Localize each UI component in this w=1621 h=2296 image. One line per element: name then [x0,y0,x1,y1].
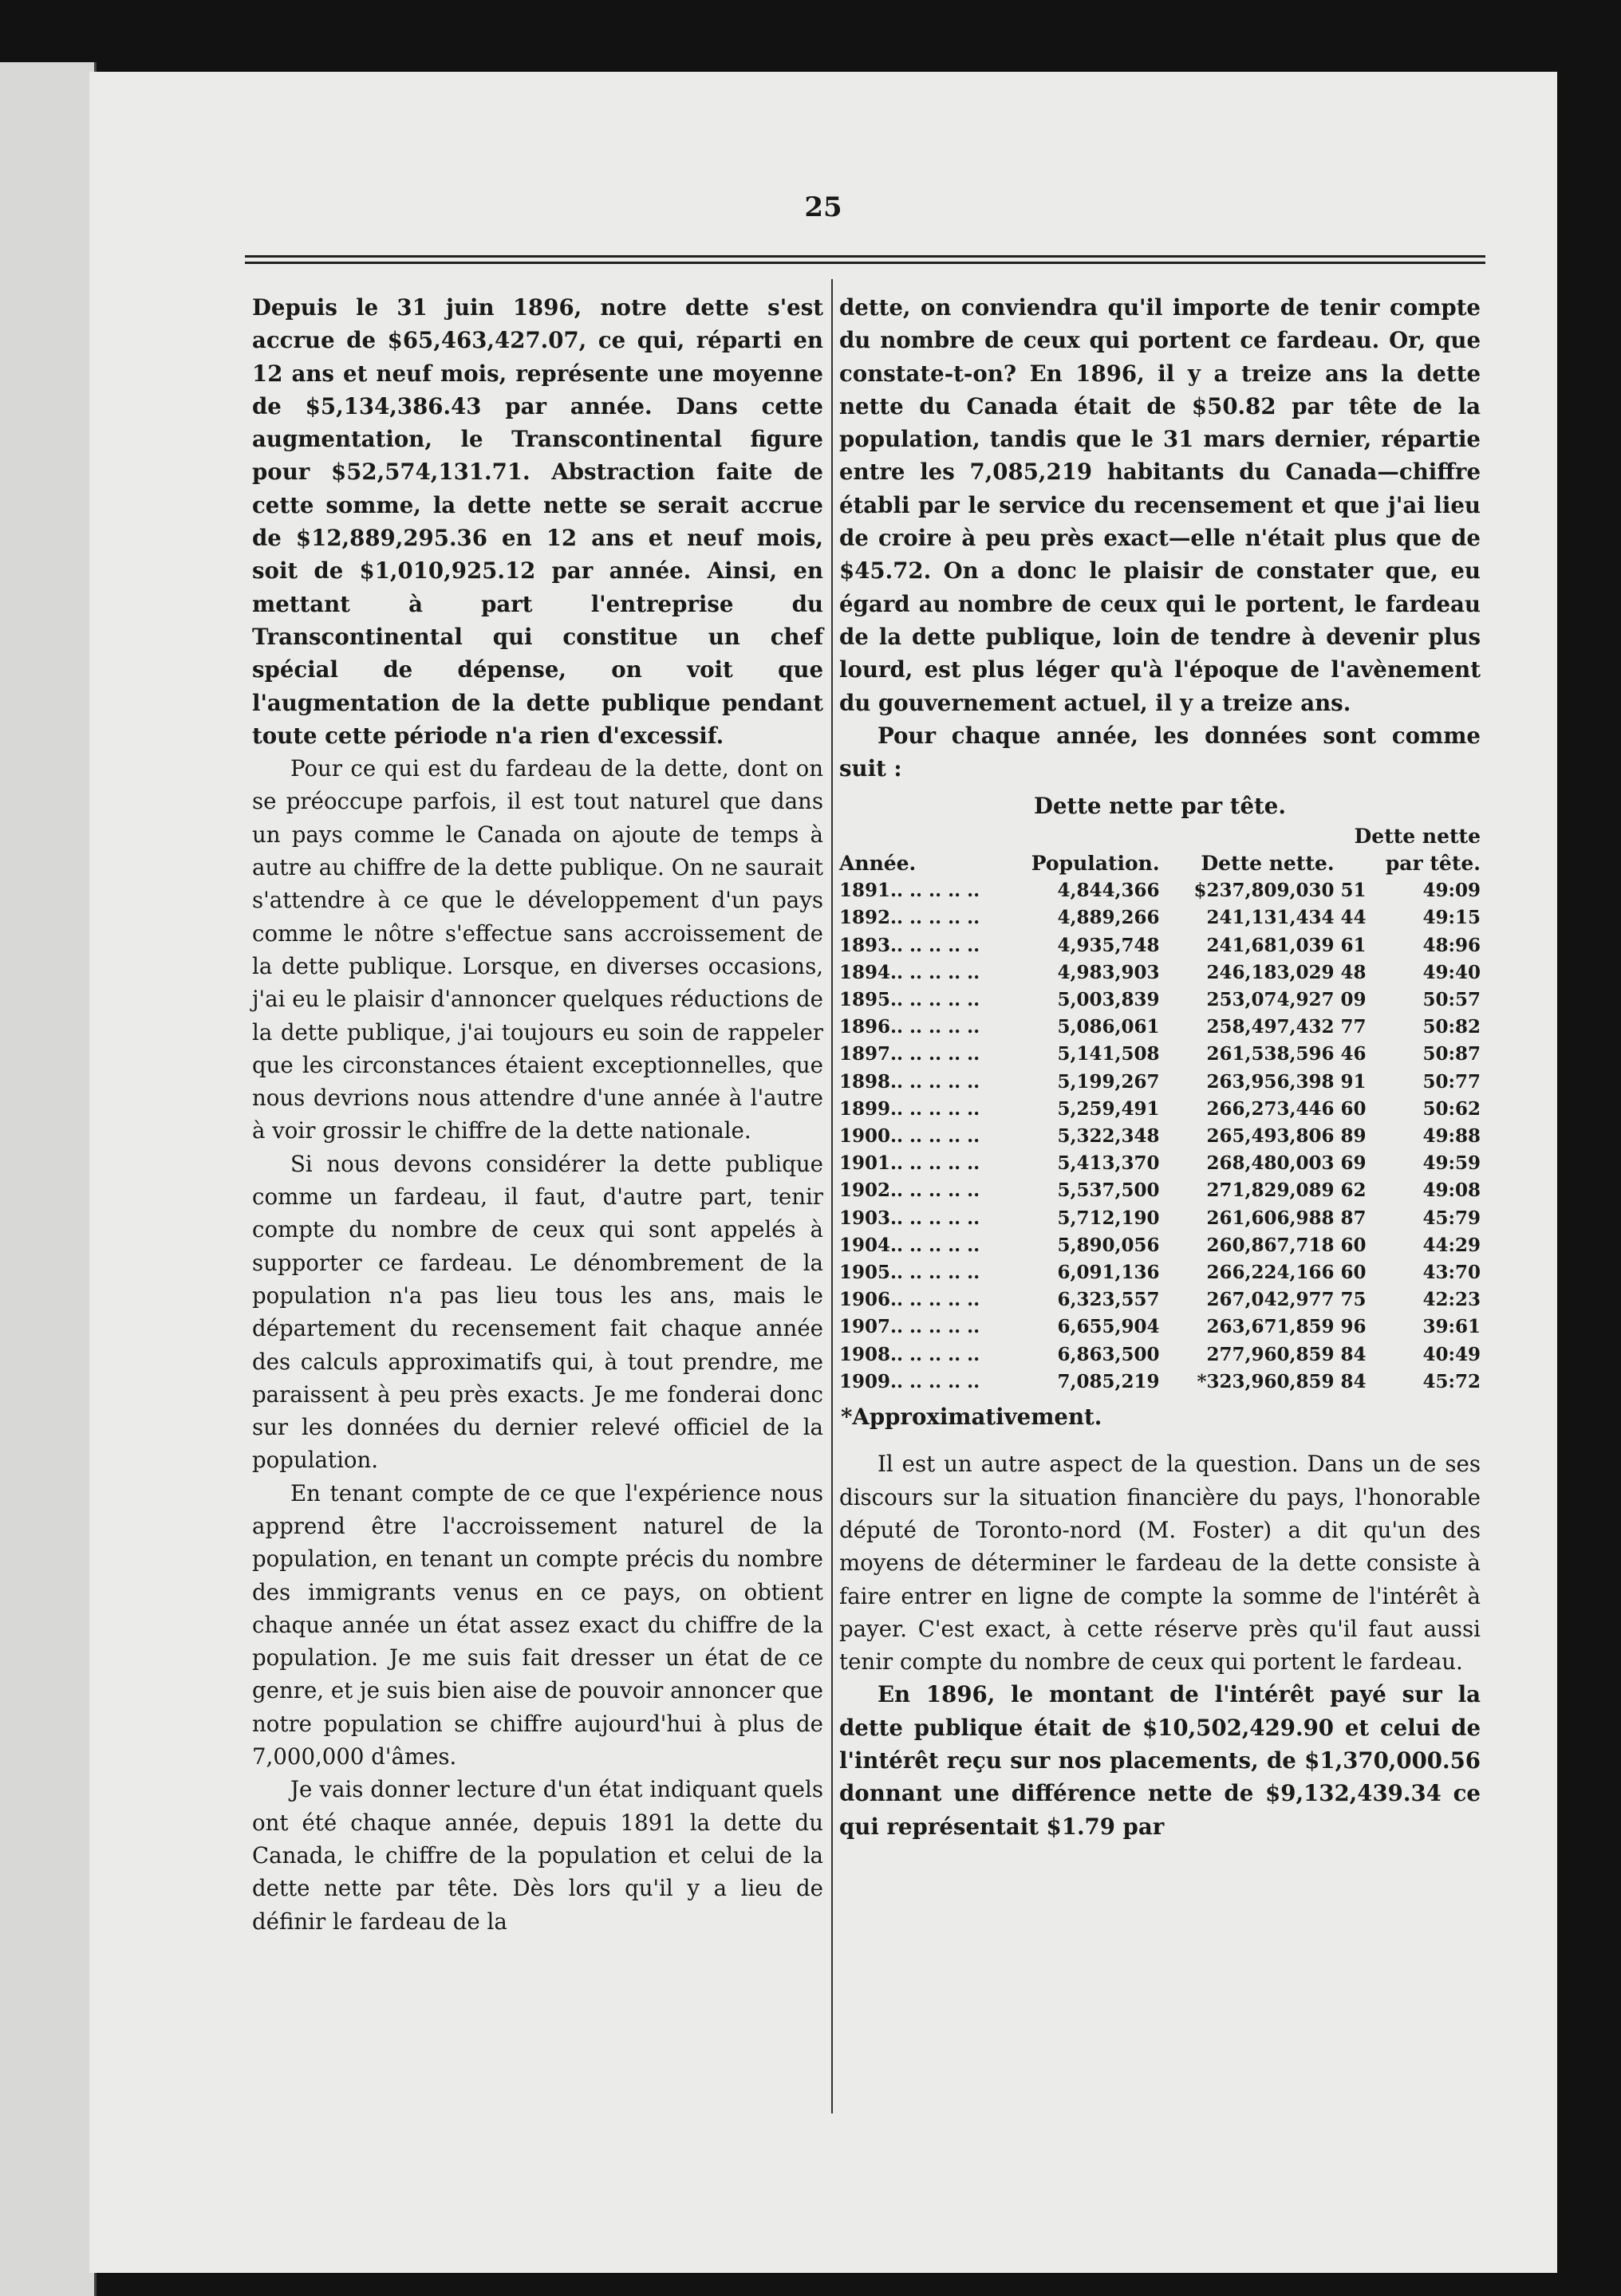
debt-cents-cell: 44 [1340,907,1367,929]
per-capita-cell: 50:82 [1422,1016,1481,1038]
debt-cell: 241,681,039 [1206,934,1335,956]
per-capita-cell: 49:40 [1422,961,1481,983]
population-cell: 6,323,557 [1057,1289,1160,1311]
debt-cell: 260,867,718 [1206,1234,1335,1256]
population-cell: 5,712,190 [1057,1207,1160,1229]
debt-cents-cell: 96 [1340,1316,1367,1338]
table-row [839,904,1481,931]
per-capita-cell: 45:72 [1422,1370,1481,1392]
debt-cents-cell: 46 [1340,1043,1367,1065]
debt-cell: 266,224,166 [1206,1262,1335,1283]
left-column [252,291,823,1938]
column-header-per-capita: par tête. [1385,851,1481,875]
table-row [839,1177,1481,1204]
population-cell: 5,003,839 [1057,988,1160,1010]
per-capita-cell: 50:77 [1422,1070,1481,1093]
year-cell: 1909.. .. .. .. .. [839,1370,980,1392]
per-capita-cell: 50:62 [1422,1097,1481,1120]
paragraph: Je vais donner lecture d'un état indiquant quels ont été chaque année, depuis 1891 la dette du Canada, le chiffre de la population et celui de la dette nette par tête. Dès lors qu'il y a lieu de définir le fardeau de la [252,1776,823,1935]
per-capita-cell: 48:96 [1422,934,1481,956]
header-rule [245,255,1485,258]
debt-cents-cell: 69 [1340,1152,1367,1175]
table-row [839,1123,1481,1150]
page-number: 25 [804,191,842,223]
debt-cell: 277,960,859 [1206,1343,1335,1365]
debt-cell: 265,493,806 [1206,1124,1335,1147]
document-page [89,72,1557,2273]
debt-cents-cell: 09 [1340,988,1367,1010]
year-cell: 1906.. .. .. .. .. [839,1289,980,1311]
population-cell: 5,141,508 [1057,1043,1160,1065]
paragraph: Il est un autre aspect de la question. Dans un de ses discours sur la situation financière du pays, l'honorable député de Toronto-nord (M. Foster) a dit qu'un des moyens de déterminer le fardeau de la dette consiste à faire entrer en ligne de compte la somme de l'intérêt à payer. C'est exact, à cette réserve près qu'il faut aussi tenir compte du nombre de ceux qui portent le fardeau. [839,1451,1481,1676]
table-row [839,1369,1481,1396]
right-column [839,291,1481,1843]
paragraph: Depuis le 31 juin 1896, notre dette s'est accrue de $65,463,427.07, ce qui, réparti en 12 ans et neuf mois, représente une moyenne de $5,134,386.43 par année. Dans cette augmentation, le Transcontinental figure pour $52,574,131.71. Abstraction faite de cette somme, la dette nette se serait accrue de $12,889,295.36 en 12 ans et neuf mois, soit de $1,010,925.12 par année. Ainsi, en mettant à part l'entreprise du Transcontinental qui constitue un chef spécial de dépense, on voit que l'augmentation de la dette publique pendant toute cette période n'a rien d'excessif. [252,294,823,749]
adjacent-page-edge [0,62,97,2296]
debt-cents-cell: 91 [1340,1070,1367,1093]
year-cell: 1895.. .. .. .. .. [839,988,980,1010]
population-cell: 6,863,500 [1057,1343,1160,1365]
per-capita-cell: 40:49 [1422,1343,1481,1365]
table-row [839,1341,1481,1369]
column-header-top: Dette nette [1354,824,1481,848]
debt-cell: $237,809,030 [1193,880,1335,902]
debt-cents-cell: 77 [1340,1016,1367,1038]
debt-cell: 261,538,596 [1206,1043,1335,1065]
table-row [839,877,1481,904]
population-cell: 4,844,366 [1057,880,1160,902]
per-capita-cell: 44:29 [1422,1234,1481,1256]
debt-cents-cell: 62 [1340,1180,1367,1202]
per-capita-cell: 50:57 [1422,988,1481,1010]
column-header-year: Année. [839,851,917,875]
year-cell: 1902.. .. .. .. .. [839,1180,980,1202]
per-capita-cell: 45:79 [1422,1207,1481,1229]
debt-cents-cell: 51 [1340,880,1367,902]
table-row [839,1150,1481,1177]
paragraph: Pour chaque année, les données sont comme suit : [839,722,1481,782]
population-cell: 7,085,219 [1057,1370,1160,1392]
debt-cell: 261,606,988 [1206,1207,1335,1229]
debt-cell: 268,480,003 [1206,1152,1335,1175]
year-cell: 1896.. .. .. .. .. [839,1016,980,1038]
year-cell: 1899.. .. .. .. .. [839,1097,980,1120]
debt-cell: 263,956,398 [1206,1070,1335,1093]
population-cell: 5,086,061 [1057,1016,1160,1038]
debt-cell: 267,042,977 [1206,1289,1335,1311]
table-row [839,1259,1481,1286]
table-row [839,959,1481,987]
year-cell: 1891.. .. .. .. .. [839,880,980,902]
paragraph: dette, on conviendra qu'il importe de tenir compte du nombre de ceux qui portent ce fardeau. Or, que constate-t-on? En 1896, il y a treize ans la dette nette du Canada était de $50.82 par tête de la population, tandis que le 31 mars dernier, répartie entre les 7,085,219 habitants du Canada—chiffre établi par le service du recensement et que j'ai lieu de croire à peu près exact—elle n'était plus que de $45.72. On a donc le plaisir de constater que, eu égard au nombre de ceux qui le portent, le fardeau de la dette publique, loin de tendre à devenir plus lourd, est plus léger qu'à l'époque de l'avènement du gouvernement actuel, il y a treize ans. [839,294,1481,716]
population-cell: 4,889,266 [1057,907,1160,929]
population-cell: 5,322,348 [1057,1124,1160,1147]
debt-cell: 246,183,029 [1206,961,1335,983]
per-capita-cell: 49:88 [1422,1124,1481,1147]
debt-cell: 271,829,089 [1206,1180,1335,1202]
debt-cents-cell: 89 [1340,1124,1367,1147]
table-row [839,1041,1481,1068]
population-cell: 4,935,748 [1057,934,1160,956]
debt-cents-cell: 84 [1340,1370,1367,1392]
paragraph: Pour ce qui est du fardeau de la dette, dont on se préoccupe parfois, il est tout naturel que dans un pays comme le Canada on ajoute de temps à autre au chiffre de la dette publique. On ne saurait s'attendre à ce que le développement d'un pays comme le nôtre s'effectue sans accroissement de la dette publique. Lorsque, en diverses occasions, j'ai eu le plaisir d'annoncer quelques réductions de la dette publique, j'ai toujours eu soin de rappeler que les circonstances étaient exceptionnelles, que nous devrions nous attendre d'une année à l'autre à voir grossir le chiffre de la dette nationale. [252,755,823,1144]
debt-cents-cell: 84 [1340,1343,1367,1365]
debt-cents-cell: 60 [1340,1262,1367,1283]
year-cell: 1898.. .. .. .. .. [839,1070,980,1093]
population-cell: 6,091,136 [1057,1262,1160,1283]
per-capita-cell: 49:59 [1422,1152,1481,1175]
year-cell: 1893.. .. .. .. .. [839,934,980,956]
debt-cents-cell: 60 [1340,1234,1367,1256]
per-capita-cell: 49:15 [1422,907,1481,929]
year-cell: 1900.. .. .. .. .. [839,1124,980,1147]
debt-cell: 241,131,434 [1206,907,1335,929]
paragraph: En tenant compte de ce que l'expérience nous apprend être l'accroissement naturel de la population, en tenant un compte précis du nombre des immigrants venus en ce pays, on obtient chaque année un état assez exact du chiffre de la population. Je me suis fait dresser un état de ce genre, et je suis bien aise de pouvoir annoncer que notre population se chiffre aujourd'hui à plus de 7,000,000 d'âmes. [252,1479,823,1770]
year-cell: 1905.. .. .. .. .. [839,1262,980,1283]
debt-cell: *323,960,859 [1197,1370,1335,1392]
table-row [839,987,1481,1014]
debt-cell: 263,671,859 [1206,1316,1335,1338]
year-cell: 1903.. .. .. .. .. [839,1207,980,1229]
debt-cents-cell: 60 [1340,1097,1367,1120]
per-capita-cell: 49:09 [1422,880,1481,902]
table-row [839,1205,1481,1232]
table-row [839,1096,1481,1123]
per-capita-cell: 43:70 [1422,1262,1481,1283]
table-row [839,932,1481,959]
population-cell: 5,199,267 [1057,1070,1160,1093]
table-footnote: *Approximativement. [841,1404,1102,1431]
debt-cell: 266,273,446 [1206,1097,1335,1120]
year-cell: 1894.. .. .. .. .. [839,961,980,983]
year-cell: 1907.. .. .. .. .. [839,1316,980,1338]
population-cell: 4,983,903 [1057,961,1160,983]
header-rule-double [245,262,1485,264]
year-cell: 1904.. .. .. .. .. [839,1234,980,1256]
table-row [839,1232,1481,1259]
debt-cents-cell: 48 [1340,961,1367,983]
column-header-population: Population. [1031,851,1160,875]
debt-cell: 258,497,432 [1206,1016,1335,1038]
population-cell: 5,259,491 [1057,1097,1160,1120]
year-cell: 1892.. .. .. .. .. [839,907,980,929]
debt-cents-cell: 87 [1340,1207,1367,1229]
debt-cell: 253,074,927 [1206,988,1335,1010]
table-row [839,1014,1481,1041]
year-cell: 1897.. .. .. .. .. [839,1043,980,1065]
year-cell: 1908.. .. .. .. .. [839,1343,980,1365]
population-cell: 5,890,056 [1057,1234,1160,1256]
debt-cents-cell: 61 [1340,934,1367,956]
table-title: Dette nette par tête. [1034,793,1286,820]
column-divider [831,279,833,2113]
per-capita-cell: 49:08 [1422,1180,1481,1202]
table-row [839,1069,1481,1096]
population-cell: 6,655,904 [1057,1316,1160,1338]
per-capita-cell: 39:61 [1422,1316,1481,1338]
year-cell: 1901.. .. .. .. .. [839,1152,980,1175]
table-row [839,1286,1481,1313]
table-row [839,1313,1481,1341]
per-capita-cell: 42:23 [1422,1289,1481,1311]
debt-cents-cell: 75 [1340,1289,1367,1311]
per-capita-cell: 50:87 [1422,1043,1481,1065]
paragraph: Si nous devons considérer la dette publique comme un fardeau, il faut, d'autre part, tenir compte du nombre de ceux qui sont appelés à supporter ce fardeau. Le dénombrement de la population n'a pas lieu tous les ans, mais le département du recensement fait chaque année des calculs approximatifs qui, à tout prendre, me paraissent à peu près exacts. Je me fonderai donc sur les données du dernier relevé officiel de la population. [252,1150,823,1474]
population-cell: 5,413,370 [1057,1152,1160,1175]
debt-table [839,823,1481,1396]
population-cell: 5,537,500 [1057,1180,1160,1202]
column-header-debt: Dette nette. [1201,851,1335,875]
paragraph: En 1896, le montant de l'intérêt payé sur la dette publique était de $10,502,429.90 et celui de l'intérêt reçu sur nos placements, de $1,370,000.56 donnant une différence nette de $9,132,439.34 ce qui représentait $1.79 par [839,1681,1481,1840]
